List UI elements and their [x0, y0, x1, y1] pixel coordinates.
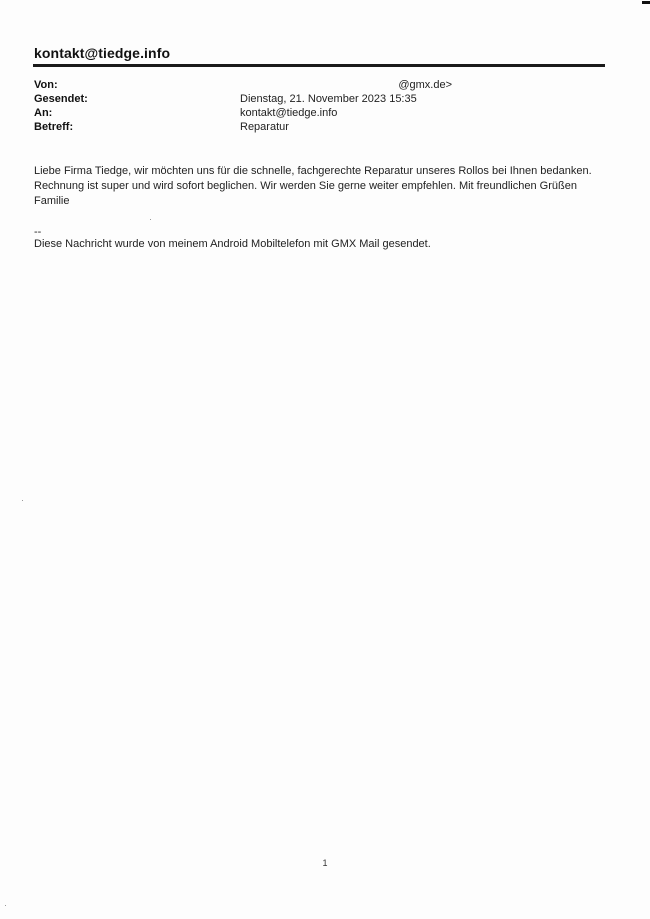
scan-speck	[150, 219, 151, 220]
header-label-to: An:	[34, 107, 53, 119]
header-value-to: kontakt@tiedge.info	[240, 107, 338, 119]
header-row-to	[34, 107, 606, 122]
scan-speck	[5, 905, 6, 906]
header-value-sent: Dienstag, 21. November 2023 15:35	[240, 93, 417, 105]
header-row-from	[34, 79, 606, 94]
header-row-subject	[34, 121, 606, 136]
signature-separator: --	[34, 226, 42, 238]
page-number: 1	[322, 858, 328, 868]
header-value-from: @gmx.de>	[398, 79, 452, 91]
header-value-subject: Reparatur	[240, 121, 289, 133]
header-label-from: Von:	[34, 79, 58, 91]
signature-text: Diese Nachricht wurde von meinem Android Mobiltelefon mit GMX Mail gesendet.	[34, 238, 431, 250]
scan-corner-mark	[642, 1, 650, 4]
title-divider	[33, 64, 605, 67]
message-line: Liebe Firma Tiedge, wir möchten uns für die schnelle, fachgerechte Reparatur unseres Rollos bei Ihnen bedanken.	[34, 165, 592, 177]
header-row-sent	[34, 93, 606, 108]
header-label-sent: Gesendet:	[34, 93, 88, 105]
mailbox-title: kontakt@tiedge.info	[34, 45, 171, 61]
message-line: Familie	[34, 195, 70, 207]
message-body	[34, 164, 594, 209]
scan-speck	[22, 500, 23, 501]
header-label-subject: Betreff:	[34, 121, 74, 133]
message-line: Rechnung ist super und wird sofort beglichen. Wir werden Sie gerne weiter empfehlen. Mit freundlichen Grüßen	[34, 180, 577, 192]
